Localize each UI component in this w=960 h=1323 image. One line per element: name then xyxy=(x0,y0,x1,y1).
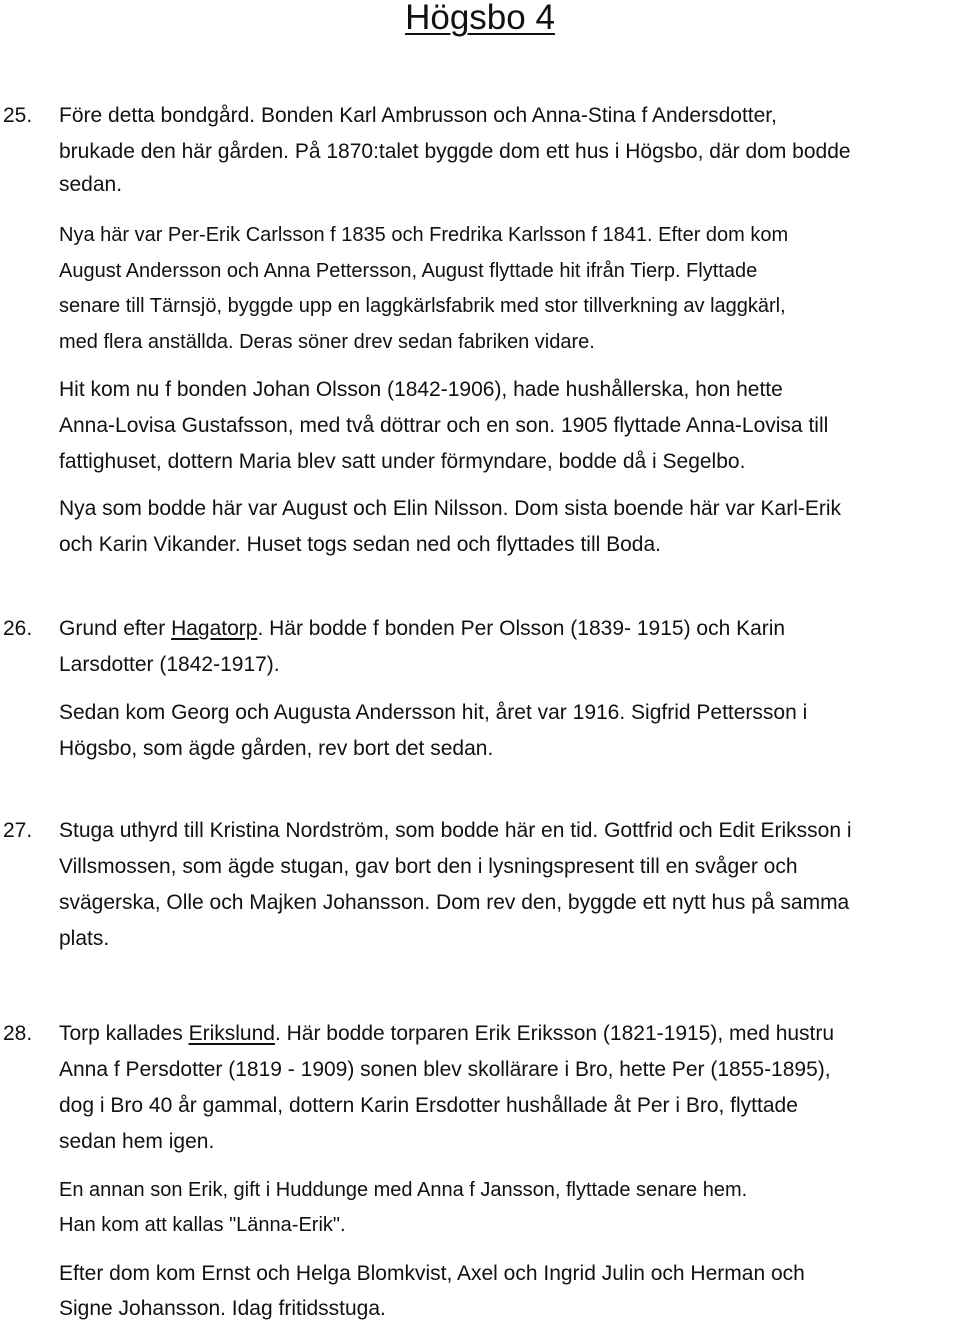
paragraph-line: dog i Bro 40 år gammal, dottern Karin Ersdotter hushållade åt Per i Bro, flyttade xyxy=(59,1094,798,1117)
section-number: 27. xyxy=(3,819,33,842)
paragraph-line: Larsdotter (1842-1917). xyxy=(59,653,280,676)
paragraph-line: Hit kom nu f bonden Johan Olsson (1842-1906), hade hushållerska, hon hette xyxy=(59,378,783,401)
text-fragment: . Här bodde torparen Erik Eriksson (1821-1915), med hustru xyxy=(274,1022,835,1045)
paragraph-line: August Andersson och Anna Pettersson, August flyttade hit ifrån Tierp. Flyttade xyxy=(59,260,758,282)
text-fragment: . Här bodde f bonden Per Olsson (1839- 1915) och Karin xyxy=(257,617,786,640)
paragraph-line: Stuga uthyrd till Kristina Nordström, som bodde här en tid. Gottfrid och Edit Eriksson i xyxy=(59,819,852,842)
paragraph-line xyxy=(59,1021,834,1047)
paragraph-line: fattighuset, dottern Maria blev satt under förmyndare, bodde då i Segelbo. xyxy=(59,450,746,473)
section-number: 26. xyxy=(3,617,33,640)
paragraph-line: Signe Johansson. Idag fritidsstuga. xyxy=(59,1297,386,1320)
paragraph-line: Villsmossen, som ägde stugan, gav bort den i lysningspresent till en svåger och xyxy=(59,855,798,878)
hagatorp-link[interactable]: Hagatorp xyxy=(171,617,258,640)
paragraph-line: Högsbo, som ägde gården, rev bort det sedan. xyxy=(59,737,494,760)
text-fragment: Grund efter xyxy=(59,617,172,640)
paragraph-line: svägerska, Olle och Majken Johansson. Dom rev den, byggde ett nytt hus på samma xyxy=(59,891,850,914)
paragraph-line: med flera anställda. Deras söner drev sedan fabriken vidare. xyxy=(59,331,595,353)
text-fragment: Torp kallades xyxy=(59,1022,189,1045)
paragraph-line: och Karin Vikander. Huset togs sedan ned och flyttades till Boda. xyxy=(59,533,661,556)
paragraph-line: Anna-Lovisa Gustafsson, med två döttrar och en son. 1905 flyttade Anna-Lovisa till xyxy=(59,414,829,437)
erikslund-link[interactable]: Erikslund xyxy=(188,1022,275,1045)
paragraph-line: Sedan kom Georg och Augusta Andersson hit, året var 1916. Sigfrid Pettersson i xyxy=(59,701,808,724)
paragraph-line: sedan hem igen. xyxy=(59,1130,215,1153)
paragraph-line: Anna f Persdotter (1819 - 1909) sonen blev skollärare i Bro, hette Per (1855-1895), xyxy=(59,1058,831,1081)
paragraph-line xyxy=(59,616,785,642)
paragraph-line: Efter dom kom Ernst och Helga Blomkvist, Axel och Ingrid Julin och Herman och xyxy=(59,1262,805,1285)
section-number: 25. xyxy=(3,104,33,127)
paragraph-line: senare till Tärnsjö, byggde upp en laggkärlsfabrik med stor tillverkning av laggkärl, xyxy=(59,295,786,317)
paragraph-line: Han kom att kallas "Länna-Erik". xyxy=(59,1214,346,1236)
paragraph-line: Före detta bondgård. Bonden Karl Ambrusson och Anna-Stina f Andersdotter, xyxy=(59,104,777,127)
paragraph-line: plats. xyxy=(59,927,110,950)
page-title: Högsbo 4 xyxy=(405,0,555,37)
paragraph-line: Nya som bodde här var August och Elin Nilsson. Dom sista boende här var Karl-Erik xyxy=(59,497,842,520)
section-number: 28. xyxy=(3,1022,33,1045)
paragraph-line: Nya här var Per-Erik Carlsson f 1835 och Fredrika Karlsson f 1841. Efter dom kom xyxy=(59,224,789,246)
paragraph-line: brukade den här gården. På 1870:talet byggde dom ett hus i Högsbo, där dom bodde xyxy=(59,140,851,163)
paragraph-line: En annan son Erik, gift i Huddunge med Anna f Jansson, flyttade senare hem. xyxy=(59,1179,748,1201)
paragraph-line: sedan. xyxy=(59,173,123,196)
